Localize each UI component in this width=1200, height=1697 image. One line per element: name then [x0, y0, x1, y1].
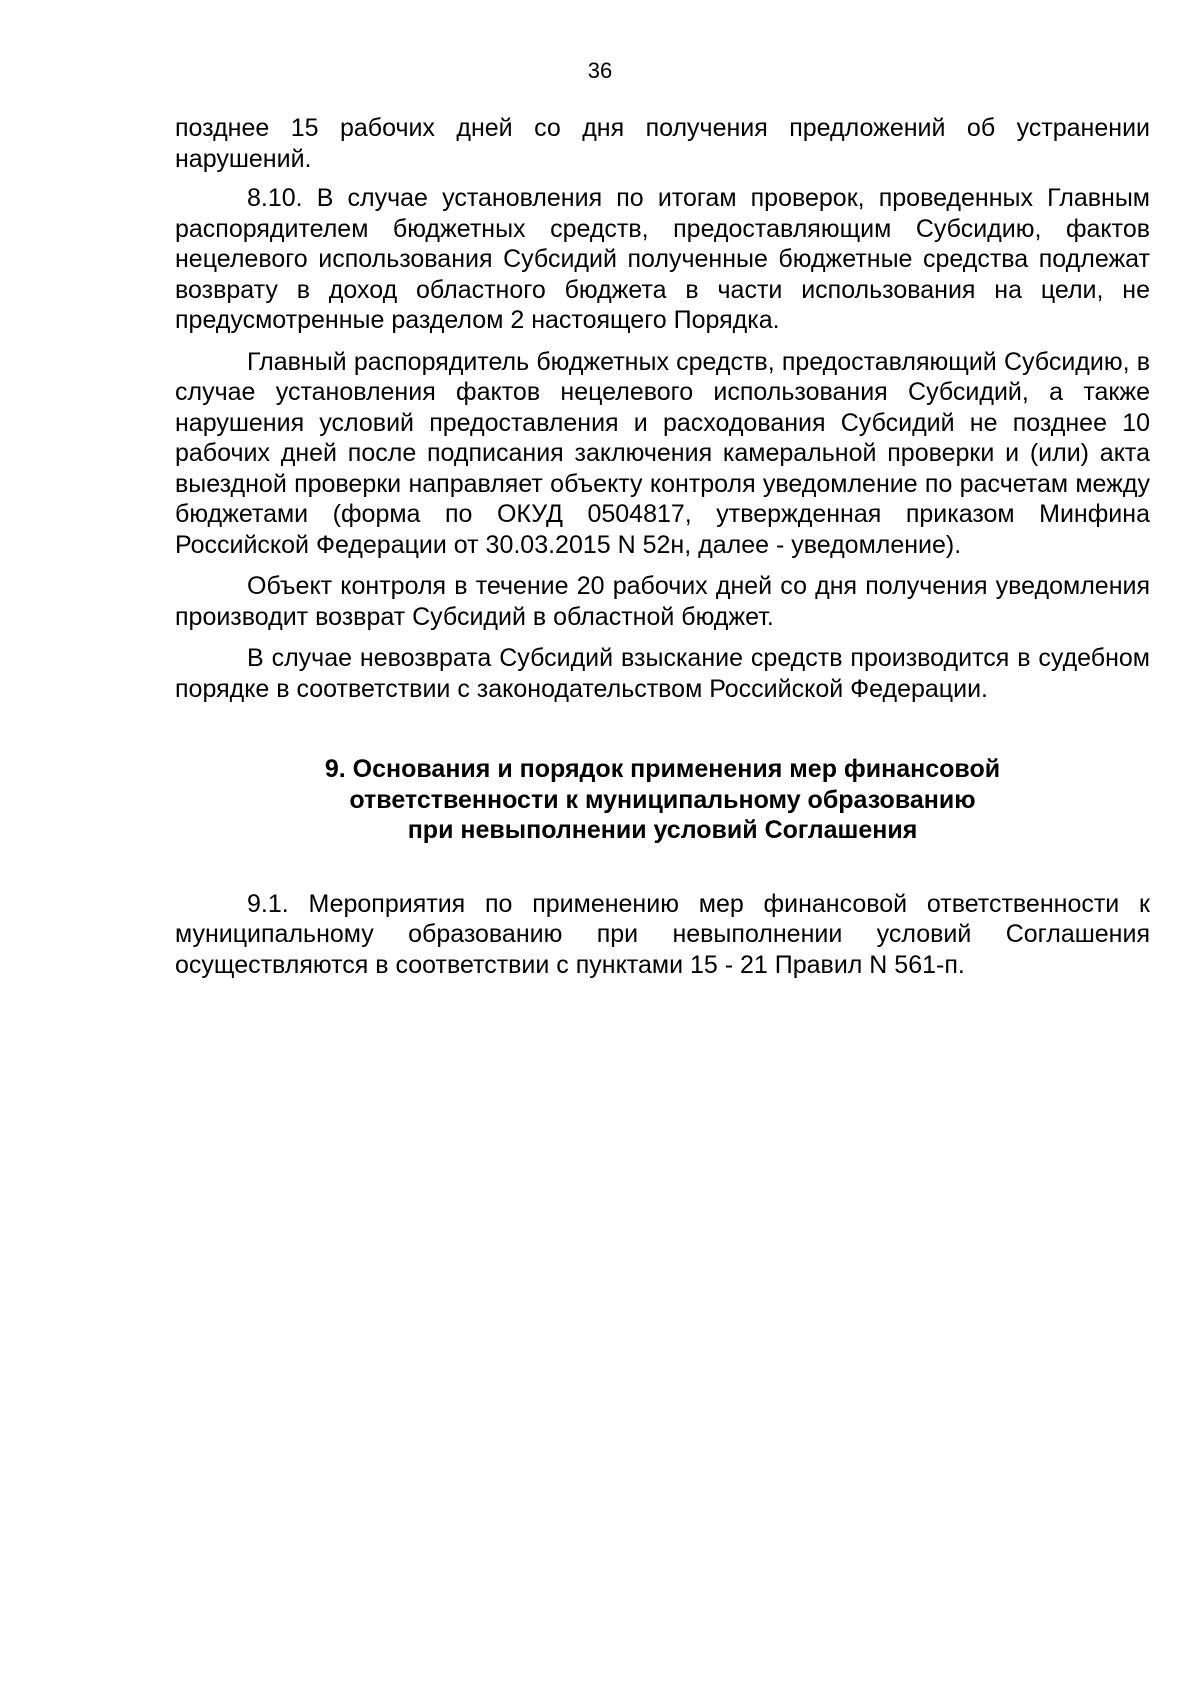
page-number: 36	[587, 58, 613, 83]
paragraph-8-10: 8.10. В случае установления по итогам проверок, проведенных Главным распорядителем бюджетных средств, предоставляющим Субсидию, фактов нецелевого использования Субсидий полученные бюджетные средства подлежат возврату в доход областного бюджета в части использования на цели, не предусмотренные разделом 2 настоящего Порядка.	[175, 184, 1150, 334]
section-heading-line-2: ответственности к муниципальному образованию	[349, 785, 976, 814]
section-heading-line-3: при невыполнении условий Соглашения	[407, 816, 918, 844]
section-9-heading	[175, 754, 1150, 846]
paragraph-continuation: позднее 15 рабочих дней со дня получения предложений об устранении нарушений.	[175, 114, 1150, 173]
document-body	[175, 113, 1150, 980]
paragraph-notification: Главный распорядитель бюджетных средств, предоставляющий Субсидию, в случае установления фактов нецелевого использования Субсидий, а также нарушения условий предоставления и расходования Субсидий не позднее 10 рабочих дней после подписания заключения камеральной проверки и (или) акта выездной проверки направляет объекту контроля уведомление по расчетам между бюджетами (форма по ОКУД 0504817, утвержденная приказом Минфина Российской Федерации от 30.03.2015 N 52н, далее - уведомление).	[175, 347, 1150, 559]
paragraph-court-recovery: В случае невозврата Субсидий взыскание средств производится в судебном порядке в соответствии с законодательством Российской Федерации.	[175, 644, 1150, 703]
paragraph-return-subsidy: Объект контроля в течение 20 рабочих дней со дня получения уведомления производит возврат Субсидий в областной бюджет.	[175, 572, 1150, 631]
paragraph-9-1: 9.1. Мероприятия по применению мер финансовой ответственности к муниципальному образованию при невыполнении условий Соглашения осуществляются в соответствии с пунктами 15 - 21 Правил N 561-п.	[175, 889, 1150, 979]
section-heading-line-1: 9. Основания и порядок применения мер финансовой	[324, 755, 1001, 783]
